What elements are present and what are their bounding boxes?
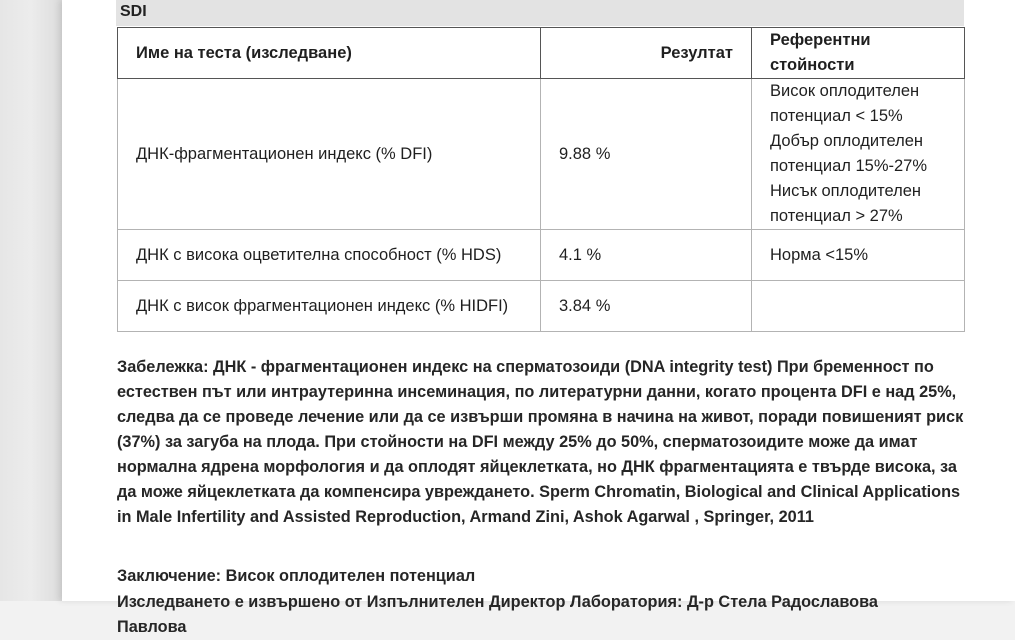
- reference-cell: [752, 230, 965, 281]
- cut-off-text: Изследването е извършено от Изпълнителен Директор Лаборатория: Д-р Стела Радославова Павлова: [117, 593, 878, 636]
- table-header-row: [118, 28, 965, 79]
- reference-line: Нисък оплодителен: [770, 182, 921, 200]
- test-name-cell: ДНК-фрагментационен индекс (% DFI): [118, 79, 541, 230]
- header-test-name: Име на теста (изследване): [118, 28, 541, 79]
- table-row: [118, 79, 965, 230]
- reference-line: Добър оплодителен: [770, 132, 924, 150]
- results-table: [117, 27, 965, 332]
- reference-line: потенциал 15%-27%: [770, 157, 928, 175]
- section-header: [116, 0, 964, 26]
- header-result: Резултат: [541, 28, 752, 79]
- section-title: SDI: [120, 3, 147, 20]
- result-cell: 9.88 %: [541, 79, 752, 230]
- document-page: [62, 0, 1015, 636]
- reference-cell: [752, 79, 965, 230]
- note-paragraph: Забележка: ДНК - фрагментационен индекс на сперматозоиди (DNA integrity test) При бременност по естествен път или интраутеринна инсеминация, по литературни данни, когато процента DFI е над 25%, следва да се проведе лечение или да се извърши промяна в начина на живот, поради повишеният риск (37%) за загуба на плода. При стойности на DFI между 25% до 50%, сперматозоидите може да имат нормална ядрена морфология и да оплодят яйцеклетката, но ДНК фрагментацията е твърде висока, за да може яйцеклетката да компенсира увреждането. Sperm Chromatin, Biological and Clinical Applications in Male Infertility and Assisted Reproduction, Armand Zini, Ashok Agarwal , Springer, 2011: [117, 358, 964, 526]
- cut-off-text-line: [117, 593, 917, 636]
- background-margin: [0, 0, 62, 601]
- test-name-cell: ДНК с висока оцветителна способност (% HDS): [118, 230, 541, 281]
- conclusion: Заключение: Висок оплодителен потенциал: [117, 567, 476, 585]
- reference-line: Висок оплодителен: [770, 82, 920, 100]
- table-row: [118, 281, 965, 332]
- result-cell: 4.1 %: [541, 230, 752, 281]
- reference-line: Норма <15%: [770, 245, 869, 264]
- reference-line: потенциал < 15%: [770, 107, 903, 125]
- test-name-cell: ДНК с висок фрагментационен индекс (% HIDFI): [118, 281, 541, 332]
- header-reference: Референтни стойности: [752, 28, 965, 79]
- reference-line: потенциал > 27%: [770, 207, 903, 225]
- result-cell: 3.84 %: [541, 281, 752, 332]
- reference-cell: [752, 281, 965, 332]
- table-row: [118, 230, 965, 281]
